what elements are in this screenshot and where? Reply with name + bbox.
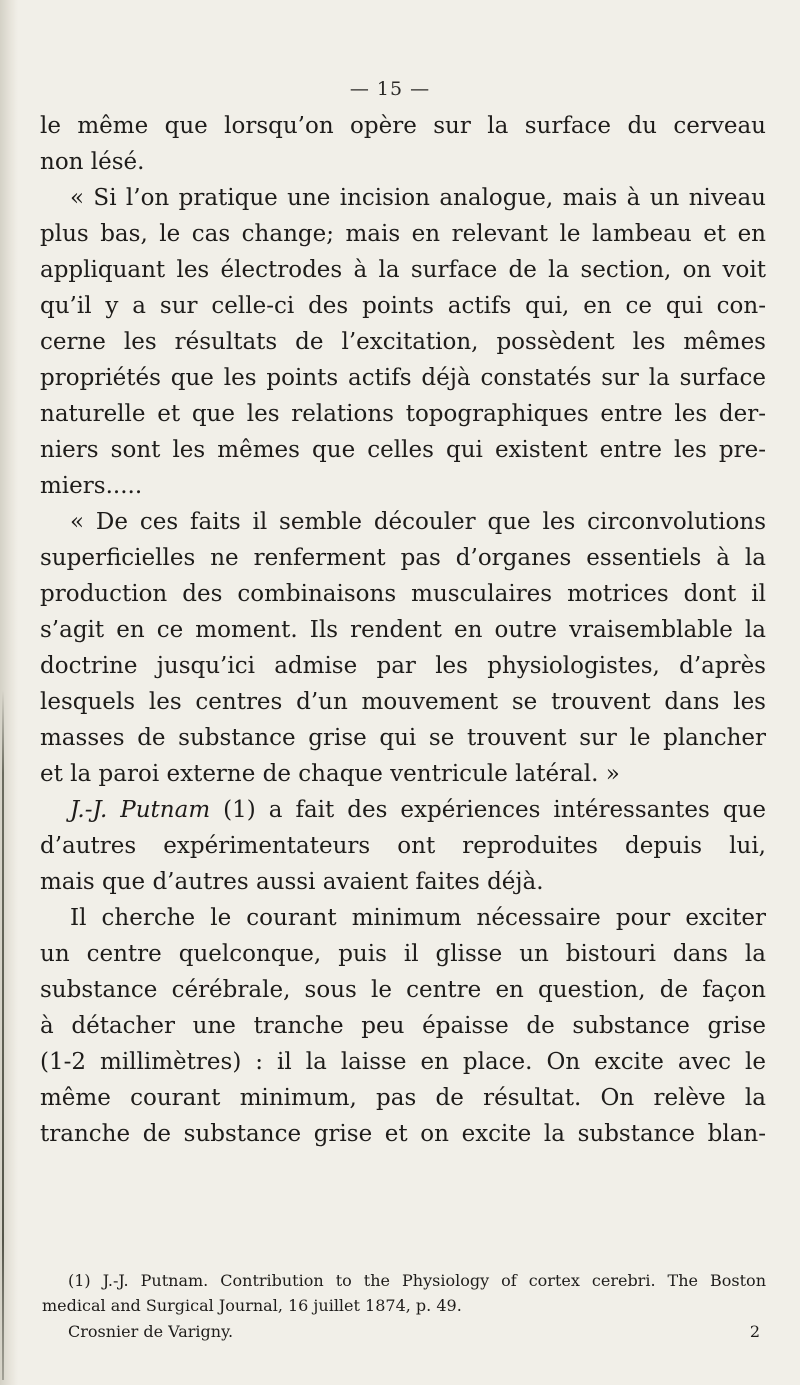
text-line: même courant minimum, pas de résultat. On relève la xyxy=(40,1085,766,1111)
footnote-line: (1) J.-J. Putnam. Contribution to the Physiology of cortex cerebri. The Boston xyxy=(68,1271,766,1290)
text-line: (1-2 millimètres) : il la laisse en place. On excite avec le xyxy=(40,1049,766,1075)
footnote xyxy=(42,1268,766,1318)
text-line: le même que lorsqu’on opère sur la surface du cerveau xyxy=(40,113,766,139)
text-line: « Si l’on pratique une incision analogue, mais à un niveau xyxy=(70,185,766,211)
text-line: plus bas, le cas change; mais en relevant le lambeau et en xyxy=(40,221,766,247)
signature-number: 2 xyxy=(749,1322,760,1341)
text-line: propriétés que les points actifs déjà constatés sur la surface xyxy=(40,365,766,391)
body-text xyxy=(40,108,766,1152)
page-number: — 15 — xyxy=(349,78,431,100)
signature-name: Crosnier de Varigny. xyxy=(68,1322,234,1341)
text-line: et la paroi externe de chaque ventricule latéral. » xyxy=(40,761,620,787)
text-line: non lésé. xyxy=(40,149,145,175)
signature-mark xyxy=(68,1319,760,1344)
text-line: doctrine jusqu’ici admise par les physiologistes, d’après xyxy=(40,653,766,679)
text-line: qu’il y a sur celle-ci des points actifs qui, en ce qui con- xyxy=(40,293,766,319)
text-line: tranche de substance grise et on excite la substance blan- xyxy=(40,1121,766,1147)
author-name: J.-J. Putnam xyxy=(70,797,211,823)
footnote-line: medical and Surgical Journal, 16 juillet 1874, p. 49. xyxy=(42,1296,462,1315)
text-line: « De ces faits il semble découler que les circonvolutions xyxy=(70,509,766,535)
text-line: naturelle et que les relations topographiques entre les der- xyxy=(40,401,766,427)
text-line: lesquels les centres d’un mouvement se trouvent dans les xyxy=(40,689,766,715)
text-line: à détacher une tranche peu épaisse de substance grise xyxy=(40,1013,766,1039)
text-line: un centre quelconque, puis il glisse un bistouri dans la xyxy=(40,941,766,967)
text-line: cerne les résultats de l’excitation, possèdent les mêmes xyxy=(40,329,766,355)
text-line: substance cérébrale, sous le centre en question, de façon xyxy=(40,977,766,1003)
text-line: d’autres expérimentateurs ont reproduites depuis lui, xyxy=(40,833,766,859)
text-line: appliquant les électrodes à la surface de la section, on voit xyxy=(40,257,766,283)
text-segment: (1) a fait des expériences intéressantes que xyxy=(210,797,766,823)
text-line xyxy=(40,792,766,828)
text-line: superficielles ne renferment pas d’organes essentiels à la xyxy=(40,545,766,571)
text-line: s’agit en ce moment. Ils rendent en outre vraisemblable la xyxy=(40,617,766,643)
text-line: masses de substance grise qui se trouvent sur le plancher xyxy=(40,725,766,751)
binding-edge xyxy=(2,690,4,1380)
text-line: miers..... xyxy=(40,473,143,499)
text-line: niers sont les mêmes que celles qui existent entre les pre- xyxy=(40,437,766,463)
text-line: mais que d’autres aussi avaient faites déjà. xyxy=(40,869,544,895)
text-line: Il cherche le courant minimum nécessaire pour exciter xyxy=(70,905,766,931)
text-line: production des combinaisons musculaires motrices dont il xyxy=(40,581,766,607)
